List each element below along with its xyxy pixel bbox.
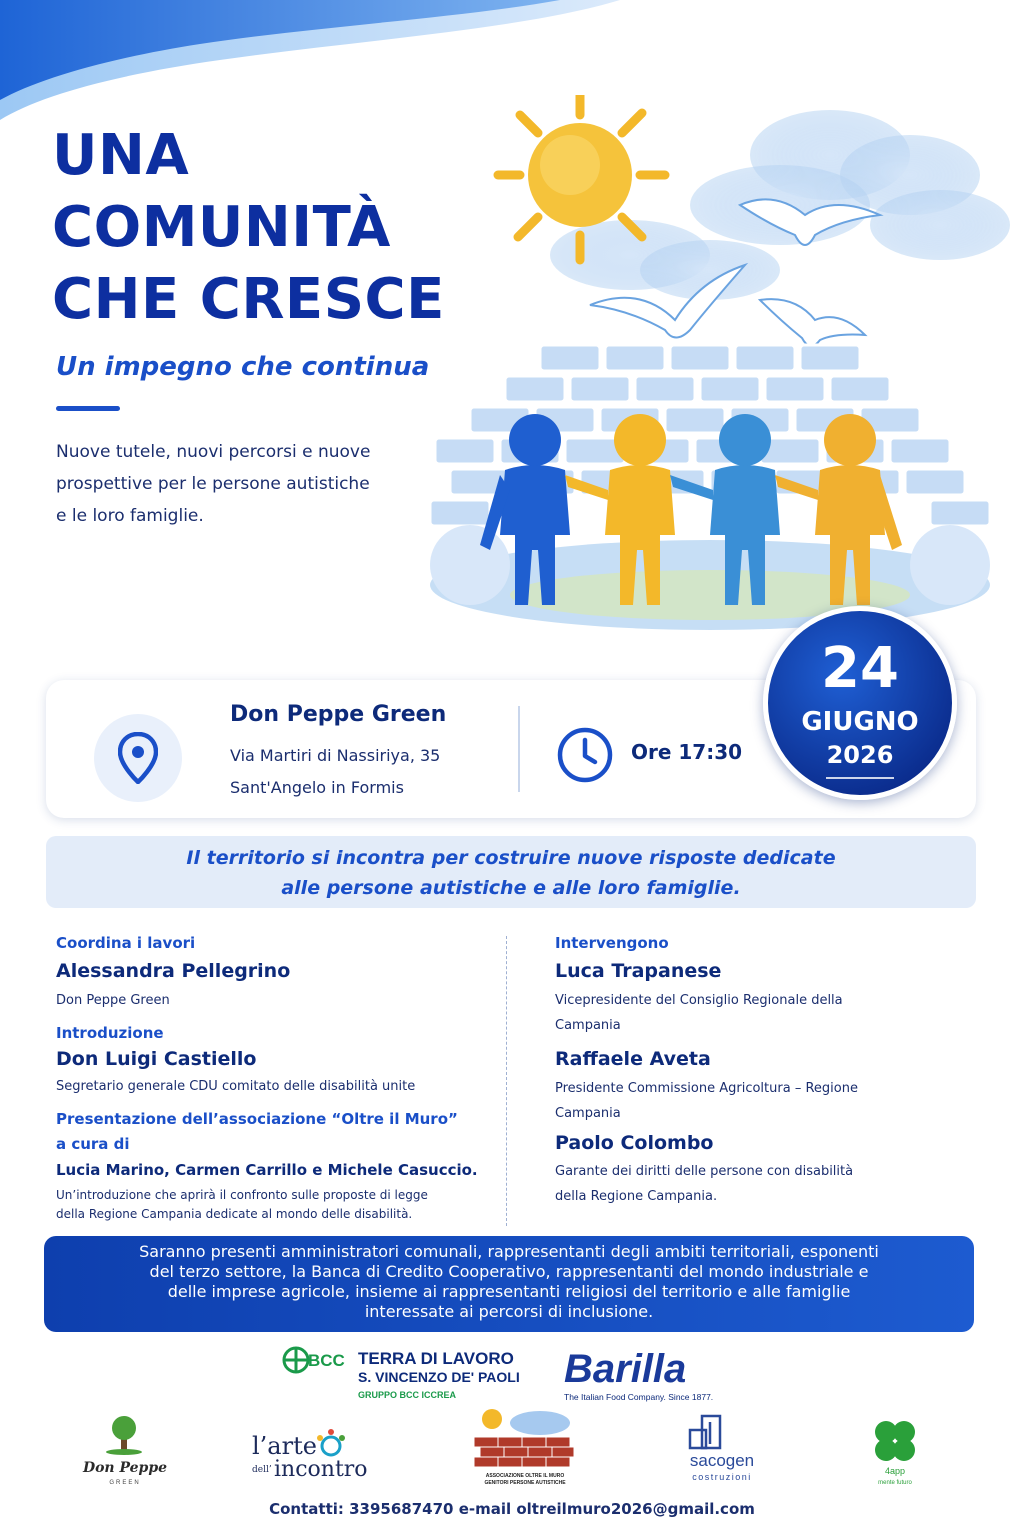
role-line: Garante dei diritti delle persone con disabilità — [555, 1164, 854, 1179]
closing-line: del terzo settore, la Banca di Credito Cooperativo, rappresentanti del mondo industriale e — [149, 1262, 869, 1281]
column-divider — [506, 936, 507, 1226]
bcc-logo — [272, 1342, 542, 1404]
speakers-label: Intervengono — [555, 934, 669, 952]
speaker-role — [555, 1076, 858, 1126]
barilla-tagline: The Italian Food Company. Since 1877. — [564, 1392, 714, 1402]
speaker-name: Paolo Colombo — [555, 1132, 714, 1154]
role-line: della Regione Campania. — [555, 1189, 718, 1204]
introduction-speaker-name: Don Luigi Castiello — [56, 1048, 257, 1070]
event-time: Ore 17:30 — [631, 740, 743, 764]
date-badge — [763, 606, 957, 800]
address-line: Via Martiri di Nassiriya, 35 — [230, 746, 441, 765]
bcc-line1: TERRA DI LAVORO — [358, 1349, 514, 1368]
bcc-mark: BCC — [308, 1351, 345, 1370]
speaker-name: Raffaele Aveta — [555, 1048, 711, 1070]
barilla-wordmark: Barilla — [564, 1347, 687, 1391]
role-line: Vicepresidente del Consiglio Regionale della — [555, 993, 843, 1008]
community-illustration — [410, 95, 1020, 675]
venue-name: Don Peppe Green — [230, 702, 447, 727]
don-peppe-line1: Don Peppe — [82, 1460, 168, 1476]
sacogen-building-icon — [690, 1416, 720, 1448]
intro-line: prospettive per le persone autistiche — [56, 474, 370, 494]
contacts-line: Contatti: 3395687470 e-mail oltreilmuro2026@gmail.com — [269, 1500, 755, 1518]
event-subtitle: Un impegno che continua — [56, 352, 430, 382]
presentation-label-continued: a cura di — [56, 1135, 130, 1153]
presentation-speakers: Lucia Marino, Carmen Carrillo e Michele Casuccio. — [56, 1161, 478, 1179]
title-line: CHE CRESCE — [52, 267, 445, 332]
4app-logo — [860, 1410, 930, 1490]
bcc-emblem-icon — [284, 1348, 308, 1372]
highlight-line: Il territorio si incontra per costruire nuove risposte dedicate — [186, 847, 836, 869]
venue-address — [230, 740, 440, 804]
introduction-label: Introduzione — [56, 1024, 164, 1042]
clover-icon — [875, 1421, 915, 1461]
barilla-logo — [560, 1340, 720, 1404]
coordinator-label: Coordina i lavori — [56, 934, 196, 952]
arte-line1: l’arte — [252, 1432, 317, 1460]
role-line: Campania — [555, 1106, 621, 1121]
date-day: 24 — [821, 636, 899, 701]
sacogen-line1: sacogen — [689, 1451, 755, 1470]
highlight-banner — [46, 836, 976, 908]
intro-line: Nuove tutele, nuovi percorsi e nuove — [56, 442, 371, 462]
foliage-icon — [430, 525, 990, 630]
accent-divider — [56, 406, 120, 411]
logo-wall-icon — [474, 1437, 574, 1467]
date-underline — [826, 777, 894, 779]
title-line: UNA — [52, 123, 190, 188]
introduction-speaker-role: Segretario generale CDU comitato delle disabilità unite — [56, 1079, 416, 1094]
highlight-line: alle persone autistiche e alle loro famiglie. — [281, 877, 741, 899]
date-year: 2026 — [826, 741, 894, 769]
speaker-role — [555, 1159, 853, 1209]
card-divider — [518, 706, 520, 792]
date-month: GIUGNO — [801, 707, 919, 737]
presentation-note — [56, 1186, 496, 1224]
tree-icon — [106, 1416, 142, 1455]
closing-line: delle imprese agricole, insieme ai rappresentanti religiosi del territorio e alle famiglie — [167, 1282, 851, 1301]
bcc-line2: S. VINCENZO DE' PAOLI — [358, 1369, 520, 1385]
arte-incontro-logo — [246, 1410, 376, 1490]
closing-banner — [44, 1236, 974, 1332]
speaker-role — [555, 988, 843, 1038]
note-line: della Regione Campania dedicate al mondo delle disabilità. — [56, 1207, 413, 1221]
coordinator-role: Don Peppe Green — [56, 993, 170, 1008]
sun-icon — [498, 95, 665, 260]
closing-line: interessate ai percorsi di inclusione. — [364, 1302, 654, 1321]
clock-icon — [556, 726, 614, 784]
role-line: Presidente Commissione Agricoltura – Regione — [555, 1081, 858, 1096]
location-pin-icon — [94, 714, 182, 802]
oltre-line1: ASSOCIAZIONE OLTRE IL MURO — [485, 1473, 565, 1479]
app-name: 4app — [884, 1466, 906, 1476]
coordinator-name: Alessandra Pellegrino — [56, 960, 291, 982]
intro-text — [56, 436, 426, 532]
don-peppe-green-logo — [80, 1410, 170, 1490]
figures-circle-icon — [317, 1429, 345, 1455]
intro-line: e le loro famiglie. — [56, 506, 204, 526]
presentation-label: Presentazione dell’associazione “Oltre il Muro” — [56, 1110, 458, 1128]
oltre-line2: GENITORI PERSONE AUTISTICHE — [484, 1480, 566, 1486]
don-peppe-line2: GREEN — [109, 1480, 141, 1486]
sacogen-line2: costruzioni — [692, 1472, 752, 1482]
address-line: Sant'Angelo in Formis — [230, 778, 404, 797]
oltre-il-muro-logo — [470, 1405, 580, 1495]
note-line: Un’introduzione che aprirà il confronto sulle proposte di legge — [56, 1188, 428, 1202]
arte-line3: incontro — [274, 1457, 368, 1482]
speaker-name: Luca Trapanese — [555, 960, 722, 982]
app-tagline: mente futuro — [878, 1480, 912, 1486]
role-line: Campania — [555, 1018, 621, 1033]
arte-line2: dell’ — [252, 1465, 272, 1475]
bcc-line3: GRUPPO BCC ICCREA — [358, 1390, 457, 1400]
logo-cloud-icon — [510, 1411, 570, 1435]
title-line: COMUNITÀ — [52, 195, 391, 260]
logo-sun-icon — [482, 1409, 502, 1429]
closing-line: Saranno presenti amministratori comunali, rappresentanti degli ambiti territoriali, esponenti — [139, 1242, 879, 1261]
sacogen-logo — [672, 1410, 772, 1490]
